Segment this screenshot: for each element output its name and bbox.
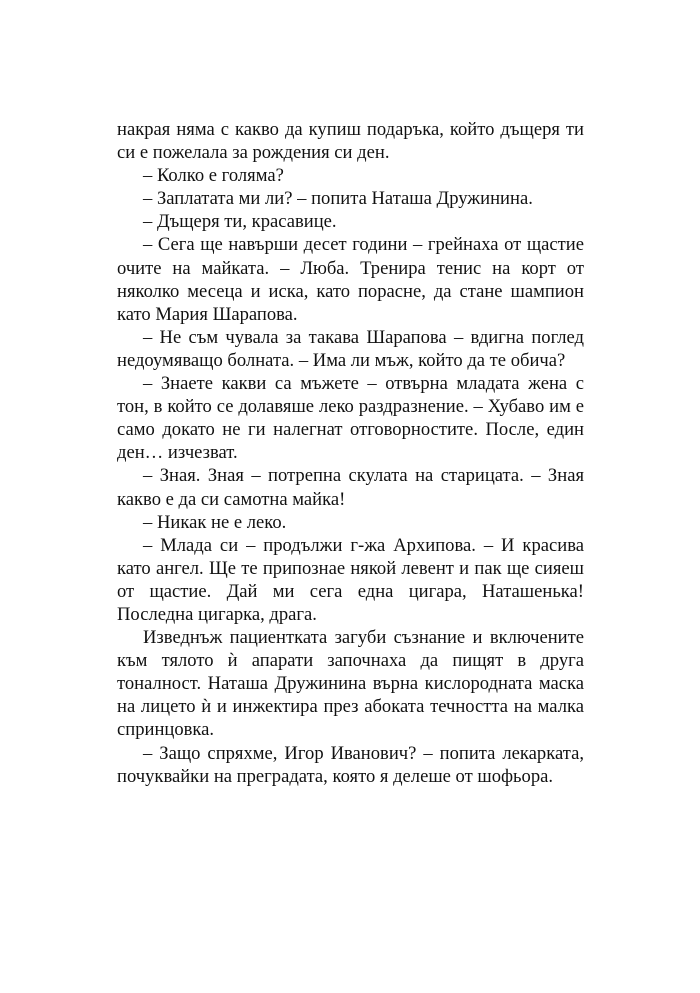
book-page-text: [117, 118, 584, 788]
paragraph: Изведнъж пациентката загуби съзнание и включените към тялото ѝ апарати започнаха да пищят в друга тоналност. Наташа Дружинина върна кислородната маска на лицето ѝ и инжектира през абоката течността на малка спринцовка.: [117, 627, 584, 741]
paragraph: накрая няма с какво да купиш подаръка, който дъщеря ти си е пожелала за рождения си ден.: [117, 119, 584, 164]
paragraph: – Колко е голяма?: [143, 165, 284, 187]
paragraph: – Защо спряхме, Игор Иванович? – попита лекарката, почуквайки на преградата, която я делеше от шофьора.: [117, 742, 584, 787]
paragraph: – Зная. Зная – потрепна скулата на старицата. – Зная какво е да си самотна майка!: [117, 465, 584, 510]
paragraph: – Знаете какви са мъжете – отвърна младата жена с тон, в който се долавяше леко раздразнение. – Хубаво им е само докато не ги налегнат отговорностите. После, един ден… изчезват.: [117, 373, 584, 464]
paragraph: – Заплатата ми ли? – попита Наташа Дружинина.: [143, 188, 533, 210]
paragraph: – Дъщеря ти, красавице.: [143, 211, 337, 233]
paragraph: – Млада си – продължи г-жа Архипова. – И красива като ангел. Ще те припознае някой левент и пак ще сияеш от щастие. Дай ми сега една цигара, Наташенька! Последна цигарка, драга.: [117, 534, 584, 625]
paragraph: – Сега ще навърши десет години – грейнаха от щастие очите на майката. – Люба. Тренира тенис на корт от няколко месеца и иска, като порасне, да стане шампион като Мария Шарапова.: [117, 234, 584, 325]
paragraph: – Никак не е леко.: [143, 511, 287, 533]
paragraph: – Не съм чувала за такава Шарапова – вдигна поглед недоумяващо болната. – Има ли мъж, който да те обича?: [117, 326, 584, 371]
